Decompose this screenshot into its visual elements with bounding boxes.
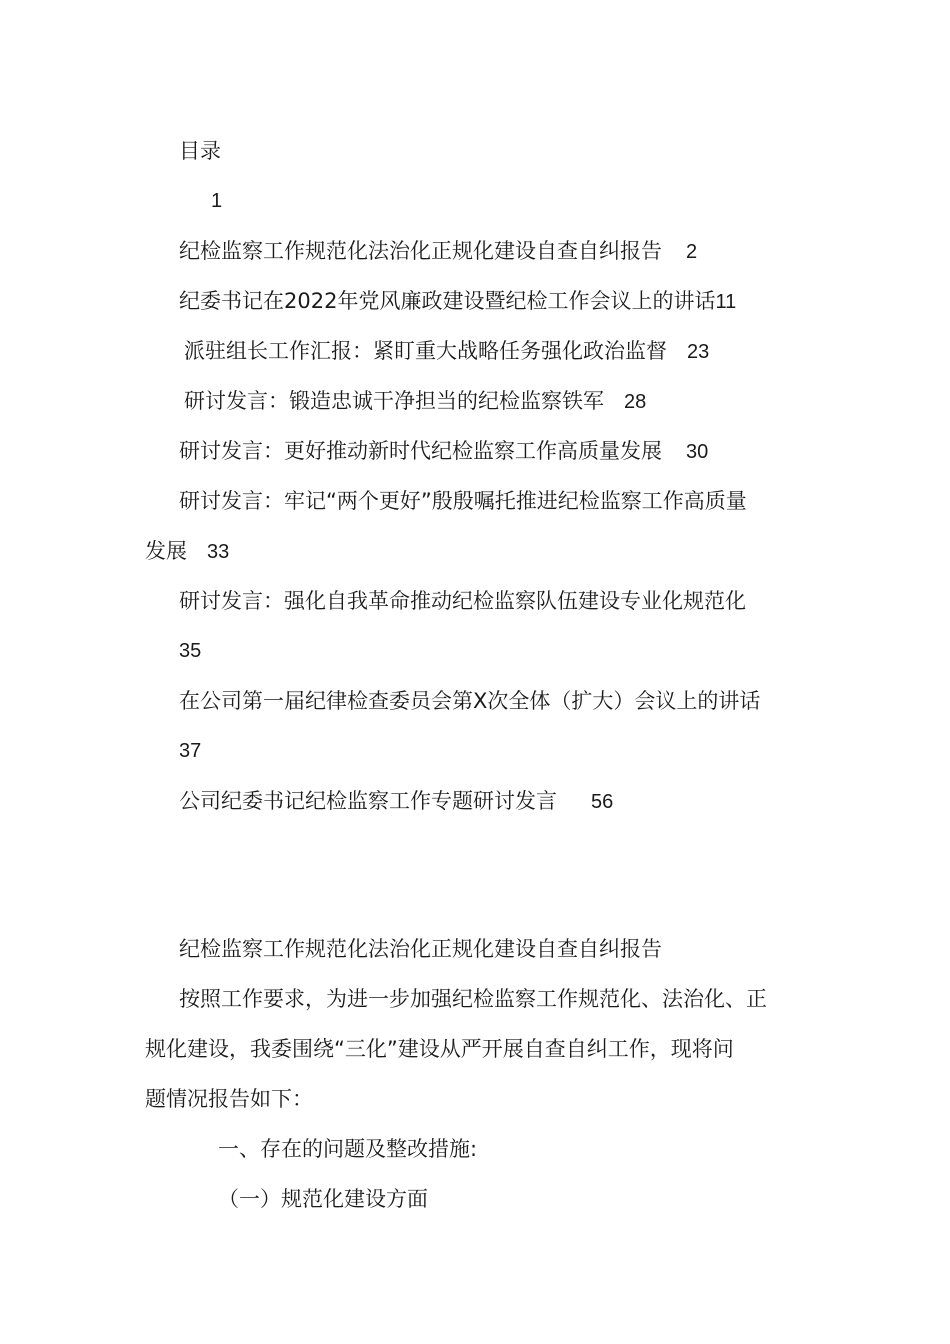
toc-entry[interactable] <box>179 438 708 465</box>
toc-entry[interactable] <box>179 238 697 265</box>
toc-entry-title: 纪检监察工作规范化法治化正规化建设自查自纠报告 <box>179 239 662 263</box>
toc-entry[interactable] <box>179 788 613 815</box>
toc-entry-page: 11 <box>715 291 737 313</box>
section-heading: 一、存在的问题及整改措施: <box>218 1137 478 1161</box>
toc-entry-page: 56 <box>591 791 614 813</box>
report-heading: 纪检监察工作规范化法治化正规化建设自查自纠报告 <box>179 937 662 961</box>
toc-entry[interactable] <box>184 388 646 415</box>
toc-entry-line2[interactable] <box>145 538 229 565</box>
toc-title: 目录 <box>179 139 221 163</box>
toc-entry-title: 公司纪委书记纪检监察工作专题研讨发言 <box>179 789 557 813</box>
toc-entry-page: 35 <box>179 640 202 662</box>
toc-entry-page: 37 <box>179 740 202 762</box>
toc-entry-title: 研讨发言：牢记“两个更好”殷殷嘱托推进纪检监察工作高质量 <box>179 489 747 513</box>
toc-entry-page: 28 <box>624 391 647 413</box>
toc-entry[interactable] <box>184 338 709 365</box>
toc-entry-page: 30 <box>686 441 709 463</box>
toc-entry[interactable] <box>179 588 746 614</box>
paragraph-line: 题情况报告如下： <box>145 1087 313 1111</box>
toc-entry-title: 研讨发言：锻造忠诚干净担当的纪检监察铁军 <box>184 389 604 413</box>
subsection-heading: （一）规范化建设方面 <box>218 1187 428 1211</box>
toc-entry-page: 23 <box>687 341 710 363</box>
paragraph-line: 按照工作要求，为进一步加强纪检监察工作规范化、法治化、正 <box>179 987 767 1011</box>
toc-entry-title: 纪委书记在2022年党风廉政建设暨纪检工作会议上的讲话 <box>179 289 716 313</box>
toc-entry-line1[interactable] <box>179 488 747 514</box>
toc-entry-title-cont: 发展 <box>145 539 187 563</box>
toc-entry-title: 研讨发言：强化自我革命推动纪检监察队伍建设专业化规范化 <box>179 589 746 613</box>
toc-first-page: 1 <box>211 190 223 212</box>
toc-entry-page: 2 <box>686 241 698 263</box>
toc-entry-title: 派驻组长工作汇报：紧盯重大战略任务强化政治监督 <box>184 339 667 363</box>
paragraph-line: 规化建设，我委围绕“三化”建设从严开展自查自纠工作，现将问 <box>145 1037 734 1061</box>
toc-entry-page: 33 <box>207 541 230 563</box>
toc-entry-title: 研讨发言：更好推动新时代纪检监察工作高质量发展 <box>179 439 662 463</box>
toc-entry[interactable] <box>179 288 736 315</box>
toc-entry-title: 在公司第一届纪律检查委员会第X次全体（扩大）会议上的讲话 <box>179 689 761 713</box>
toc-entry[interactable] <box>179 688 760 714</box>
